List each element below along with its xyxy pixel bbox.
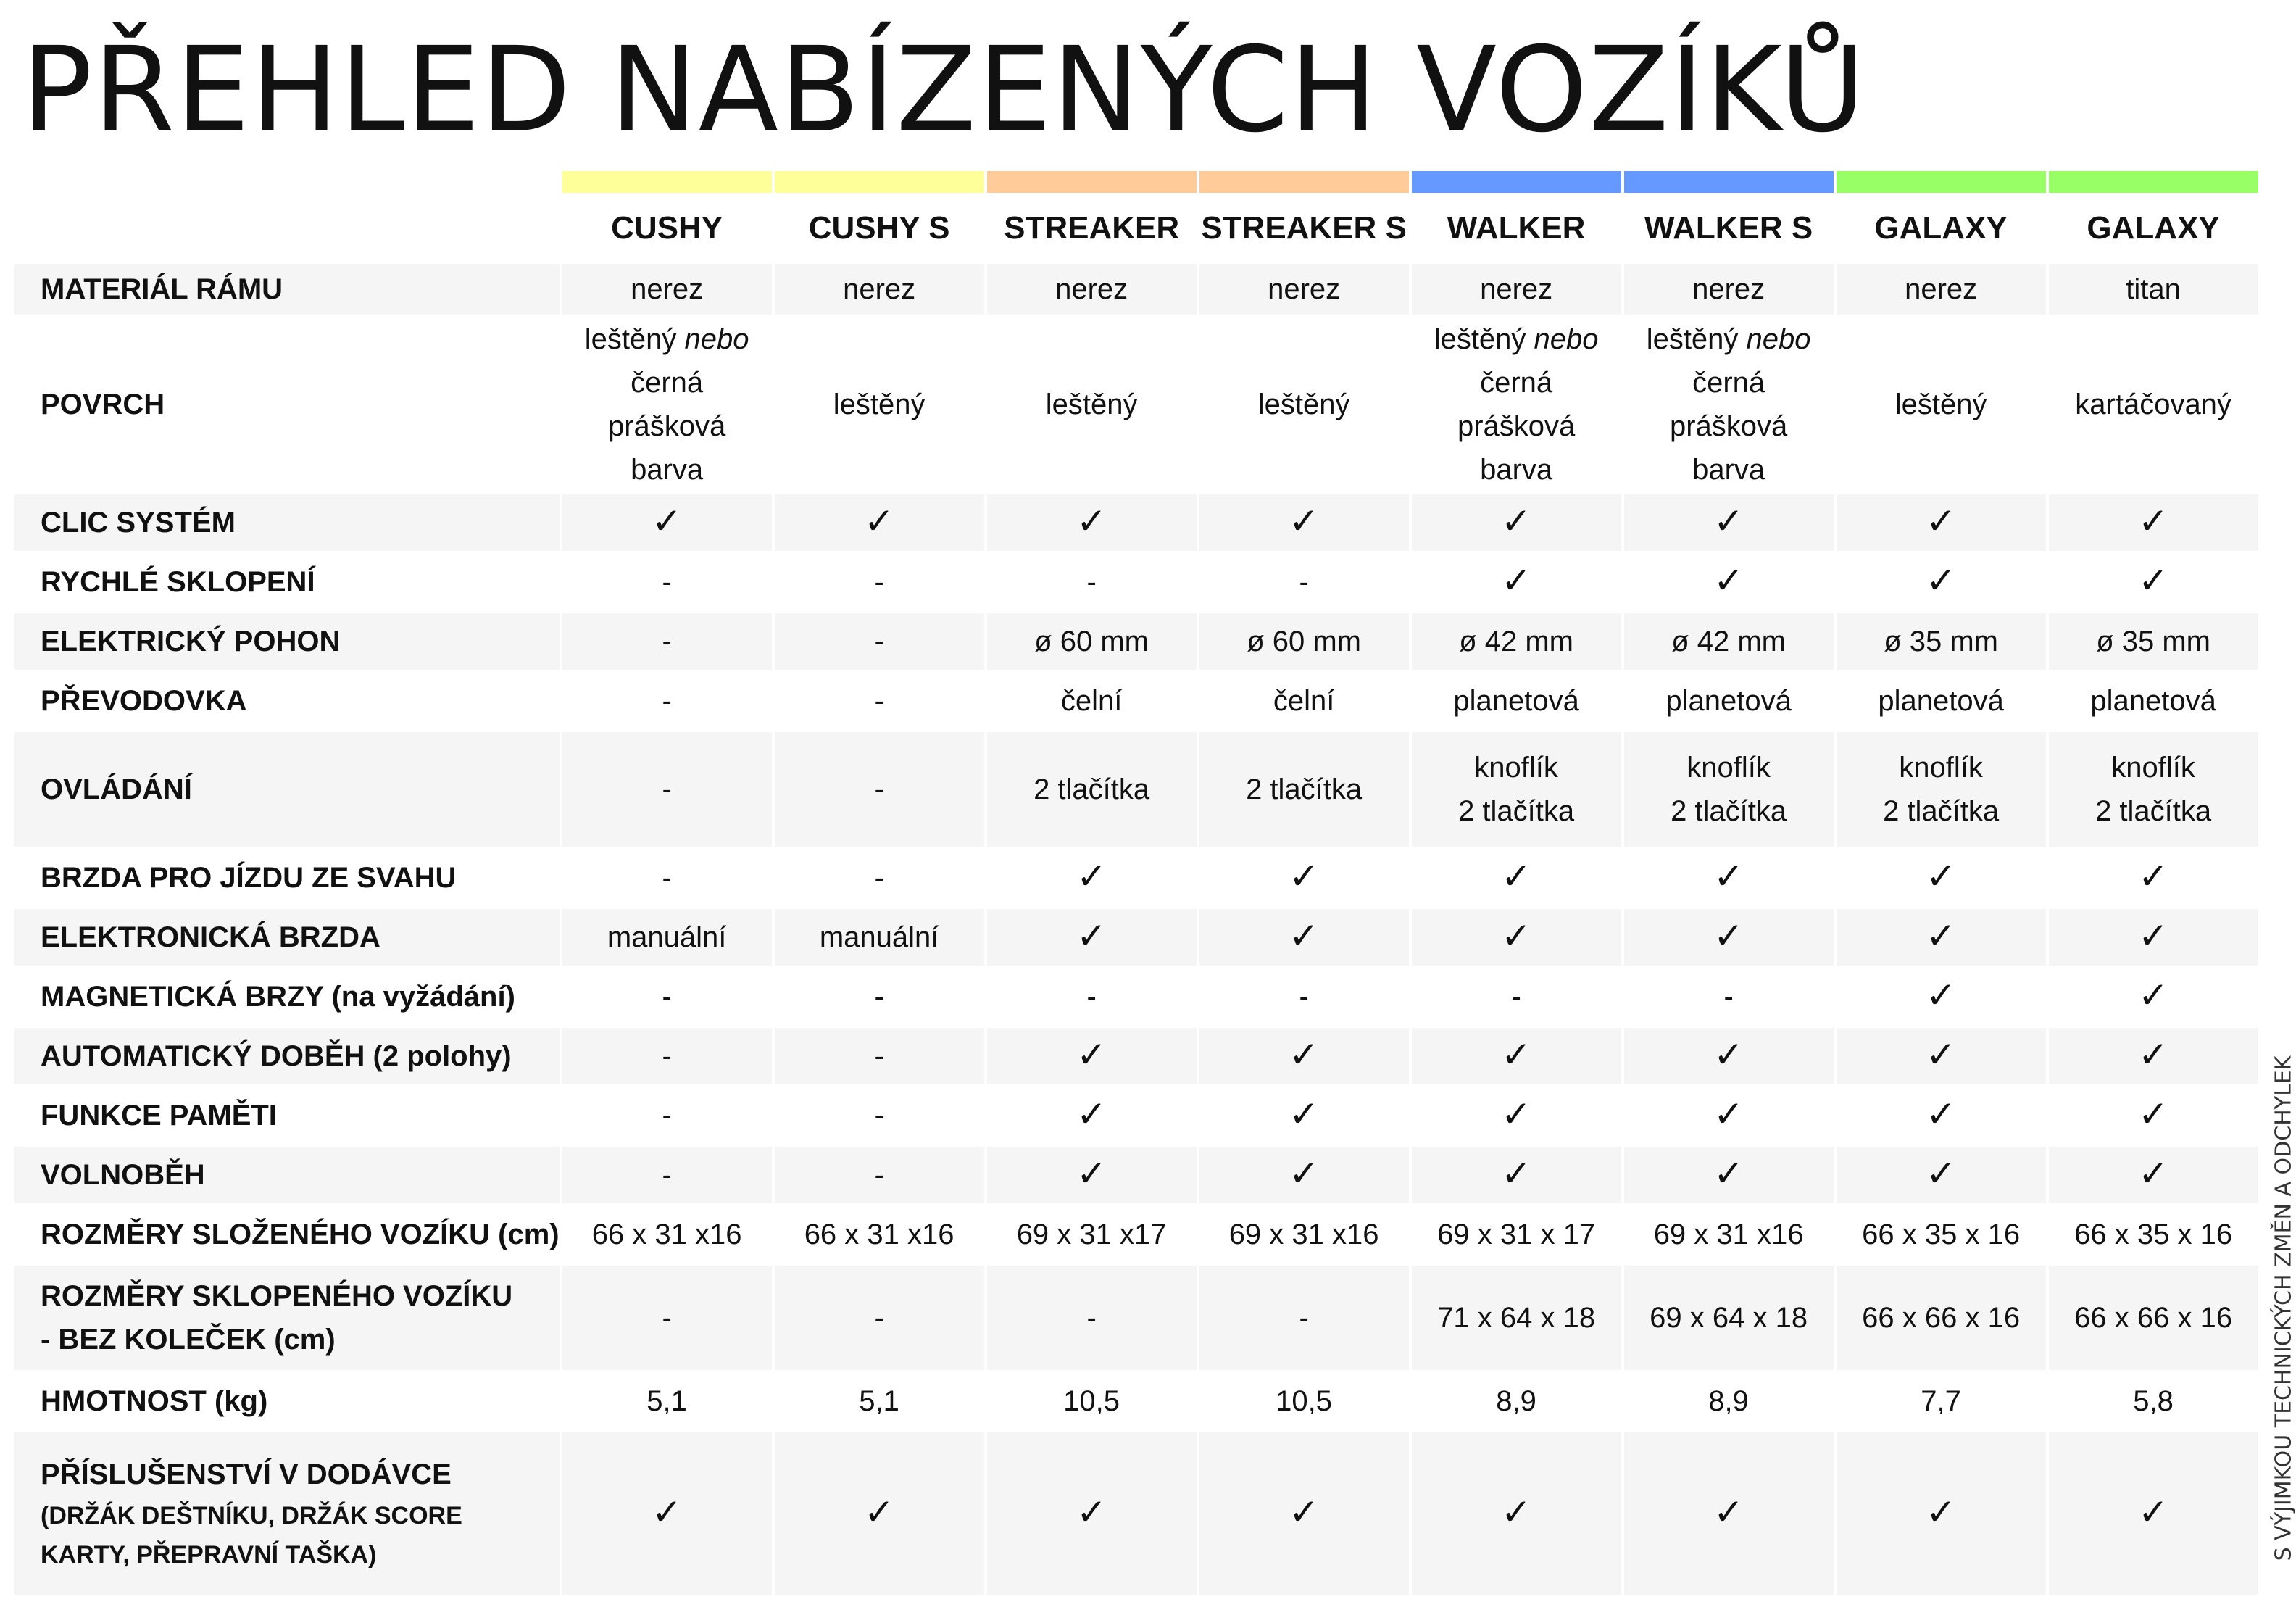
spec-label-text: CLIC SYSTÉM — [41, 507, 236, 539]
spec-label — [14, 317, 560, 491]
model-accent-bar — [1199, 171, 1409, 193]
check-mark-glyph: ✓ — [1076, 501, 1107, 541]
spec-value: manuální — [775, 909, 984, 966]
not-available-dash: - — [1199, 554, 1409, 610]
check-mark-icon — [1624, 1432, 1834, 1595]
spec-row-material-ramu — [14, 264, 2258, 315]
check-mark-glyph: ✓ — [1926, 560, 1957, 601]
spec-value — [1837, 732, 2046, 847]
check-mark-glyph: ✓ — [2138, 975, 2169, 1016]
check-mark-glyph: ✓ — [1501, 856, 1532, 897]
spec-value-part: leštěný — [1646, 323, 1747, 355]
spec-row-brzda-pro-jizdu-ze-svahu — [14, 850, 2258, 906]
spec-row-volnobeh — [14, 1147, 2258, 1203]
check-mark-glyph: ✓ — [2138, 501, 2169, 541]
check-mark-glyph: ✓ — [1501, 501, 1532, 541]
not-available-dash: - — [562, 1028, 772, 1084]
check-mark-glyph: ✓ — [1501, 1153, 1532, 1194]
check-mark-glyph: ✓ — [1926, 501, 1957, 541]
spec-value-part: barva — [1480, 454, 1553, 486]
model-accent-bar — [2049, 171, 2258, 193]
spec-row-automaticky-dobeh-2-polohy — [14, 1028, 2258, 1084]
check-mark-icon — [987, 494, 1197, 551]
check-mark-glyph: ✓ — [1501, 1034, 1532, 1075]
spec-label — [14, 1147, 560, 1203]
header-corner — [14, 196, 560, 261]
spec-value: planetová — [1412, 673, 1621, 729]
check-mark-icon — [2049, 1432, 2258, 1595]
spec-value — [1412, 317, 1621, 491]
spec-value-part: knoflík — [1686, 752, 1771, 784]
not-available-dash: - — [775, 673, 984, 729]
spec-value: nerez — [1412, 264, 1621, 315]
spec-label — [14, 1373, 560, 1429]
not-available-dash: - — [775, 1087, 984, 1144]
model-accent-bar — [775, 171, 984, 193]
spec-value: 69 x 64 x 18 — [1624, 1266, 1834, 1370]
model-header-galaxy: GALAXY — [1837, 196, 2046, 261]
check-mark-glyph: ✓ — [1926, 916, 1957, 956]
spec-value-part: knoflík — [2111, 752, 2195, 784]
check-mark-icon — [1199, 1028, 1409, 1084]
spec-value: 5,1 — [562, 1373, 772, 1429]
spec-value: 2 tlačítka — [987, 732, 1197, 847]
spec-value-part: prášková — [607, 410, 726, 442]
comparison-table — [12, 168, 2261, 1598]
check-mark-icon — [1624, 554, 1834, 610]
spec-row-rozmery-slozeneho-voziku-cm — [14, 1206, 2258, 1263]
check-mark-glyph: ✓ — [652, 501, 683, 541]
not-available-dash: - — [562, 1147, 772, 1203]
model-header-cushy: CUSHY — [562, 196, 772, 261]
check-mark-icon — [1199, 494, 1409, 551]
not-available-dash: - — [562, 673, 772, 729]
spec-value: 66 x 66 x 16 — [1837, 1266, 2046, 1370]
spec-value-part: leštěný — [1434, 323, 1534, 355]
spec-value: 10,5 — [987, 1373, 1197, 1429]
spec-value-emphasis: nebo — [1534, 323, 1599, 355]
spec-label — [14, 1206, 560, 1263]
check-mark-glyph: ✓ — [1926, 856, 1957, 897]
check-mark-glyph: ✓ — [1076, 1492, 1107, 1532]
spec-value-part: 2 tlačítka — [1883, 795, 2000, 827]
check-mark-glyph: ✓ — [1076, 1034, 1107, 1075]
check-mark-glyph: ✓ — [1926, 1094, 1957, 1134]
not-available-dash: - — [562, 732, 772, 847]
check-mark-glyph: ✓ — [1076, 916, 1107, 956]
model-header-walker: WALKER — [1412, 196, 1621, 261]
check-mark-icon — [1624, 1087, 1834, 1144]
check-mark-icon — [2049, 1147, 2258, 1203]
check-mark-icon — [1199, 1087, 1409, 1144]
spec-value-part: 2 tlačítka — [1458, 795, 1575, 827]
spec-value: 69 x 31 x16 — [1624, 1206, 1834, 1263]
check-mark-glyph: ✓ — [2138, 560, 2169, 601]
spec-label-text: FUNKCE PAMĚTI — [41, 1100, 277, 1132]
spec-value: čelní — [987, 673, 1197, 729]
check-mark-icon — [1199, 850, 1409, 906]
check-mark-glyph: ✓ — [1076, 856, 1107, 897]
model-header-walker-s: WALKER S — [1624, 196, 1834, 261]
spec-value: planetová — [1837, 673, 2046, 729]
spec-value: 66 x 31 x16 — [775, 1206, 984, 1263]
spec-label-text: ELEKTRONICKÁ BRZDA — [41, 921, 380, 953]
check-mark-icon — [562, 1432, 772, 1595]
spec-value: 69 x 31 x16 — [1199, 1206, 1409, 1263]
spec-value: 5,1 — [775, 1373, 984, 1429]
check-mark-glyph: ✓ — [1076, 1094, 1107, 1134]
not-available-dash: - — [562, 613, 772, 670]
spec-label-text: POVRCH — [41, 389, 165, 420]
check-mark-glyph: ✓ — [1289, 856, 1320, 897]
spec-value: nerez — [1837, 264, 2046, 315]
spec-label-text: MAGNETICKÁ BRZY (na vyžádání) — [41, 981, 515, 1013]
check-mark-glyph: ✓ — [1926, 1034, 1957, 1075]
spec-value: 5,8 — [2049, 1373, 2258, 1429]
not-available-dash: - — [775, 850, 984, 906]
not-available-dash: - — [987, 554, 1197, 610]
check-mark-icon — [1624, 909, 1834, 966]
spec-row-elektricky-pohon — [14, 613, 2258, 670]
not-available-dash: - — [1199, 968, 1409, 1025]
check-mark-glyph: ✓ — [1289, 1034, 1320, 1075]
check-mark-icon — [2049, 968, 2258, 1025]
check-mark-icon — [987, 1432, 1197, 1595]
check-mark-glyph: ✓ — [2138, 856, 2169, 897]
spec-label — [14, 264, 560, 315]
spec-label — [14, 1432, 560, 1595]
check-mark-icon — [1624, 1028, 1834, 1084]
spec-row-hmotnost-kg — [14, 1373, 2258, 1429]
spec-value-part: barva — [631, 454, 704, 486]
spec-row-elektronicka-brzda — [14, 909, 2258, 966]
spec-value: nerez — [1199, 264, 1409, 315]
spec-value-part: barva — [1692, 454, 1765, 486]
spec-value: ø 60 mm — [1199, 613, 1409, 670]
check-mark-glyph: ✓ — [1713, 916, 1744, 956]
spec-value — [2049, 732, 2258, 847]
not-available-dash: - — [562, 1266, 772, 1370]
spec-value: leštěný — [987, 317, 1197, 491]
check-mark-icon — [1837, 1432, 2046, 1595]
spec-label-text: ROZMĚRY SLOŽENÉHO VOZÍKU (cm) — [41, 1219, 560, 1250]
corner-spacer — [14, 171, 560, 193]
check-mark-glyph: ✓ — [1289, 1094, 1320, 1134]
spec-row-funkce-pameti — [14, 1087, 2258, 1144]
model-header-streaker-s: STREAKER S — [1199, 196, 1409, 261]
check-mark-glyph: ✓ — [1501, 1094, 1532, 1134]
check-mark-glyph: ✓ — [1501, 1492, 1532, 1532]
spec-sublabel-text: (DRŽÁK DEŠTNÍKU, DRŽÁK SCORE KARTY, PŘEPRAVNÍ TAŠKA) — [41, 1502, 462, 1569]
check-mark-glyph: ✓ — [1713, 501, 1744, 541]
not-available-dash: - — [562, 1087, 772, 1144]
check-mark-icon — [2049, 554, 2258, 610]
model-accent-row — [14, 171, 2258, 193]
check-mark-glyph: ✓ — [1289, 1153, 1320, 1194]
spec-value — [1412, 732, 1621, 847]
check-mark-icon — [2049, 909, 2258, 966]
check-mark-icon — [1837, 554, 2046, 610]
spec-label-text: OVLÁDÁNÍ — [41, 773, 192, 805]
spec-label — [14, 494, 560, 551]
check-mark-icon — [1837, 968, 2046, 1025]
spec-label — [14, 613, 560, 670]
spec-label — [14, 1028, 560, 1084]
spec-label — [14, 850, 560, 906]
spec-value: leštěný — [1199, 317, 1409, 491]
not-available-dash: - — [775, 613, 984, 670]
check-mark-icon — [1412, 850, 1621, 906]
spec-label — [14, 1087, 560, 1144]
check-mark-icon — [1412, 1147, 1621, 1203]
check-mark-glyph: ✓ — [1713, 1094, 1744, 1134]
check-mark-icon — [2049, 494, 2258, 551]
spec-label-text: RYCHLÉ SKLOPENÍ — [41, 566, 315, 598]
check-mark-icon — [1624, 494, 1834, 551]
spec-value-emphasis: nebo — [1746, 323, 1811, 355]
check-mark-icon — [1412, 1028, 1621, 1084]
check-mark-icon — [1837, 1087, 2046, 1144]
not-available-dash: - — [987, 1266, 1197, 1370]
not-available-dash: - — [1624, 968, 1834, 1025]
spec-value: planetová — [1624, 673, 1834, 729]
check-mark-icon — [987, 909, 1197, 966]
model-accent-bar — [1837, 171, 2046, 193]
spec-value: ø 35 mm — [1837, 613, 2046, 670]
check-mark-glyph: ✓ — [864, 501, 895, 541]
spec-value-emphasis: nebo — [684, 323, 749, 355]
not-available-dash: - — [987, 968, 1197, 1025]
check-mark-glyph: ✓ — [652, 1492, 683, 1532]
not-available-dash: - — [562, 968, 772, 1025]
spec-value: 66 x 31 x16 — [562, 1206, 772, 1263]
spec-label-text: ELEKTRICKÝ POHON — [41, 626, 341, 657]
spec-value: čelní — [1199, 673, 1409, 729]
spec-label-text: VOLNOBĚH — [41, 1159, 205, 1191]
model-accent-bar — [1624, 171, 1834, 193]
not-available-dash: - — [775, 1028, 984, 1084]
model-accent-bar — [562, 171, 772, 193]
check-mark-icon — [1199, 909, 1409, 966]
spec-value: nerez — [562, 264, 772, 315]
spec-value — [562, 317, 772, 491]
spec-label-text: BRZDA PRO JÍZDU ZE SVAHU — [41, 862, 457, 894]
check-mark-glyph: ✓ — [1076, 1153, 1107, 1194]
check-mark-icon — [2049, 850, 2258, 906]
check-mark-icon — [987, 1147, 1197, 1203]
check-mark-icon — [775, 494, 984, 551]
spec-value: 71 x 64 x 18 — [1412, 1266, 1621, 1370]
not-available-dash: - — [775, 1147, 984, 1203]
check-mark-glyph: ✓ — [1501, 916, 1532, 956]
not-available-dash: - — [775, 554, 984, 610]
check-mark-glyph: ✓ — [1713, 1492, 1744, 1532]
spec-value: planetová — [2049, 673, 2258, 729]
spec-value-part: knoflík — [1899, 752, 1983, 784]
not-available-dash: - — [1412, 968, 1621, 1025]
check-mark-icon — [2049, 1028, 2258, 1084]
spec-label — [14, 554, 560, 610]
spec-label-text: PŘEVODOVKA — [41, 685, 247, 717]
spec-value: manuální — [562, 909, 772, 966]
check-mark-icon — [562, 494, 772, 551]
spec-row-magneticka-brzy-na-vyzadani — [14, 968, 2258, 1025]
check-mark-icon — [1624, 1147, 1834, 1203]
spec-value-part: černá — [631, 367, 704, 399]
spec-value: ø 42 mm — [1412, 613, 1621, 670]
model-accent-bar — [1412, 171, 1621, 193]
spec-label-text: MATERIÁL RÁMU — [41, 273, 283, 305]
check-mark-icon — [1412, 1432, 1621, 1595]
not-available-dash: - — [775, 732, 984, 847]
spec-value: ø 42 mm — [1624, 613, 1834, 670]
check-mark-glyph: ✓ — [2138, 1492, 2169, 1532]
spec-value: ø 35 mm — [2049, 613, 2258, 670]
check-mark-icon — [987, 1028, 1197, 1084]
check-mark-glyph: ✓ — [1713, 1034, 1744, 1075]
check-mark-icon — [1199, 1432, 1409, 1595]
check-mark-icon — [775, 1432, 984, 1595]
not-available-dash: - — [775, 968, 984, 1025]
spec-value: 66 x 66 x 16 — [2049, 1266, 2258, 1370]
spec-value: 7,7 — [1837, 1373, 2046, 1429]
spec-value: 2 tlačítka — [1199, 732, 1409, 847]
check-mark-glyph: ✓ — [1289, 501, 1320, 541]
spec-label-text: HMOTNOST (kg) — [41, 1385, 268, 1417]
spec-row-rozmery-sklopeneho-voziku — [14, 1266, 2258, 1370]
spec-value — [1624, 317, 1834, 491]
spec-value: 66 x 35 x 16 — [2049, 1206, 2258, 1263]
spec-value: 66 x 35 x 16 — [1837, 1206, 2046, 1263]
spec-value: leštěný — [775, 317, 984, 491]
spec-label-text: AUTOMATICKÝ DOBĚH (2 polohy) — [41, 1040, 512, 1072]
model-header-row — [14, 196, 2258, 261]
spec-label — [14, 909, 560, 966]
check-mark-glyph: ✓ — [1926, 975, 1957, 1016]
check-mark-icon — [1837, 1147, 2046, 1203]
check-mark-icon — [1412, 554, 1621, 610]
check-mark-icon — [1412, 1087, 1621, 1144]
spec-value-part: prášková — [1669, 410, 1788, 442]
check-mark-icon — [1837, 850, 2046, 906]
check-mark-glyph: ✓ — [2138, 1153, 2169, 1194]
model-header-streaker: STREAKER — [987, 196, 1197, 261]
check-mark-glyph: ✓ — [1289, 916, 1320, 956]
spec-row-prevodovka — [14, 673, 2258, 729]
check-mark-icon — [1624, 850, 1834, 906]
spec-row-ovladani — [14, 732, 2258, 847]
spec-row-povrch — [14, 317, 2258, 491]
spec-value: 10,5 — [1199, 1373, 1409, 1429]
check-mark-glyph: ✓ — [2138, 1094, 2169, 1134]
page-title: PŘEHLED NABÍZENÝCH VOZÍKŮ — [22, 22, 1866, 159]
model-accent-bar — [987, 171, 1197, 193]
spec-value: nerez — [987, 264, 1197, 315]
spec-value: titan — [2049, 264, 2258, 315]
check-mark-icon — [1837, 1028, 2046, 1084]
spec-label — [14, 1266, 560, 1370]
spec-value: kartáčovaný — [2049, 317, 2258, 491]
check-mark-glyph: ✓ — [1713, 560, 1744, 601]
spec-value: 8,9 — [1624, 1373, 1834, 1429]
spec-sublabel-text: - BEZ KOLEČEK (cm) — [41, 1324, 336, 1356]
spec-value-part: prášková — [1457, 410, 1576, 442]
check-mark-glyph: ✓ — [2138, 916, 2169, 956]
spec-value-part: černá — [1480, 367, 1553, 399]
spec-row-prislusenstvi-v-dodavce — [14, 1432, 2258, 1595]
spec-value-part: 2 tlačítka — [2095, 795, 2212, 827]
not-available-dash: - — [775, 1266, 984, 1370]
check-mark-glyph: ✓ — [1713, 1153, 1744, 1194]
check-mark-glyph: ✓ — [1926, 1153, 1957, 1194]
spec-value — [1624, 732, 1834, 847]
spec-row-rychle-sklopeni — [14, 554, 2258, 610]
spec-value: leštěný — [1837, 317, 2046, 491]
spec-value: 69 x 31 x 17 — [1412, 1206, 1621, 1263]
check-mark-glyph: ✓ — [1289, 1492, 1320, 1532]
spec-value: nerez — [775, 264, 984, 315]
check-mark-glyph: ✓ — [1926, 1492, 1957, 1532]
check-mark-icon — [987, 850, 1197, 906]
check-mark-icon — [1412, 909, 1621, 966]
check-mark-icon — [1412, 494, 1621, 551]
model-header-cushy-s: CUSHY S — [775, 196, 984, 261]
check-mark-glyph: ✓ — [864, 1492, 895, 1532]
spec-value-part: černá — [1692, 367, 1765, 399]
not-available-dash: - — [562, 554, 772, 610]
spec-value: nerez — [1624, 264, 1834, 315]
check-mark-glyph: ✓ — [1501, 560, 1532, 601]
spec-value-part: knoflík — [1474, 752, 1558, 784]
spec-value: 69 x 31 x17 — [987, 1206, 1197, 1263]
check-mark-glyph: ✓ — [2138, 1034, 2169, 1075]
spec-label — [14, 968, 560, 1025]
check-mark-icon — [1199, 1147, 1409, 1203]
check-mark-glyph: ✓ — [1713, 856, 1744, 897]
spec-value-part: 2 tlačítka — [1671, 795, 1787, 827]
check-mark-icon — [1837, 494, 2046, 551]
check-mark-icon — [1837, 909, 2046, 966]
model-header-galaxy: GALAXY — [2049, 196, 2258, 261]
spec-row-clic-system — [14, 494, 2258, 551]
spec-label — [14, 732, 560, 847]
spec-label-text: ROZMĚRY SKLOPENÉHO VOZÍKU — [41, 1280, 513, 1312]
check-mark-icon — [2049, 1087, 2258, 1144]
not-available-dash: - — [562, 850, 772, 906]
spec-label-text: PŘÍSLUŠENSTVÍ V DODÁVCE — [41, 1458, 452, 1490]
check-mark-icon — [987, 1087, 1197, 1144]
spec-value-part: leštěný — [584, 323, 685, 355]
spec-label — [14, 673, 560, 729]
side-note-text: S VÝJIMKOU TECHNICKÝCH ZMĚN A ODCHYLEK — [2271, 1055, 2296, 1561]
spec-value: ø 60 mm — [987, 613, 1197, 670]
spec-value: 8,9 — [1412, 1373, 1621, 1429]
not-available-dash: - — [1199, 1266, 1409, 1370]
